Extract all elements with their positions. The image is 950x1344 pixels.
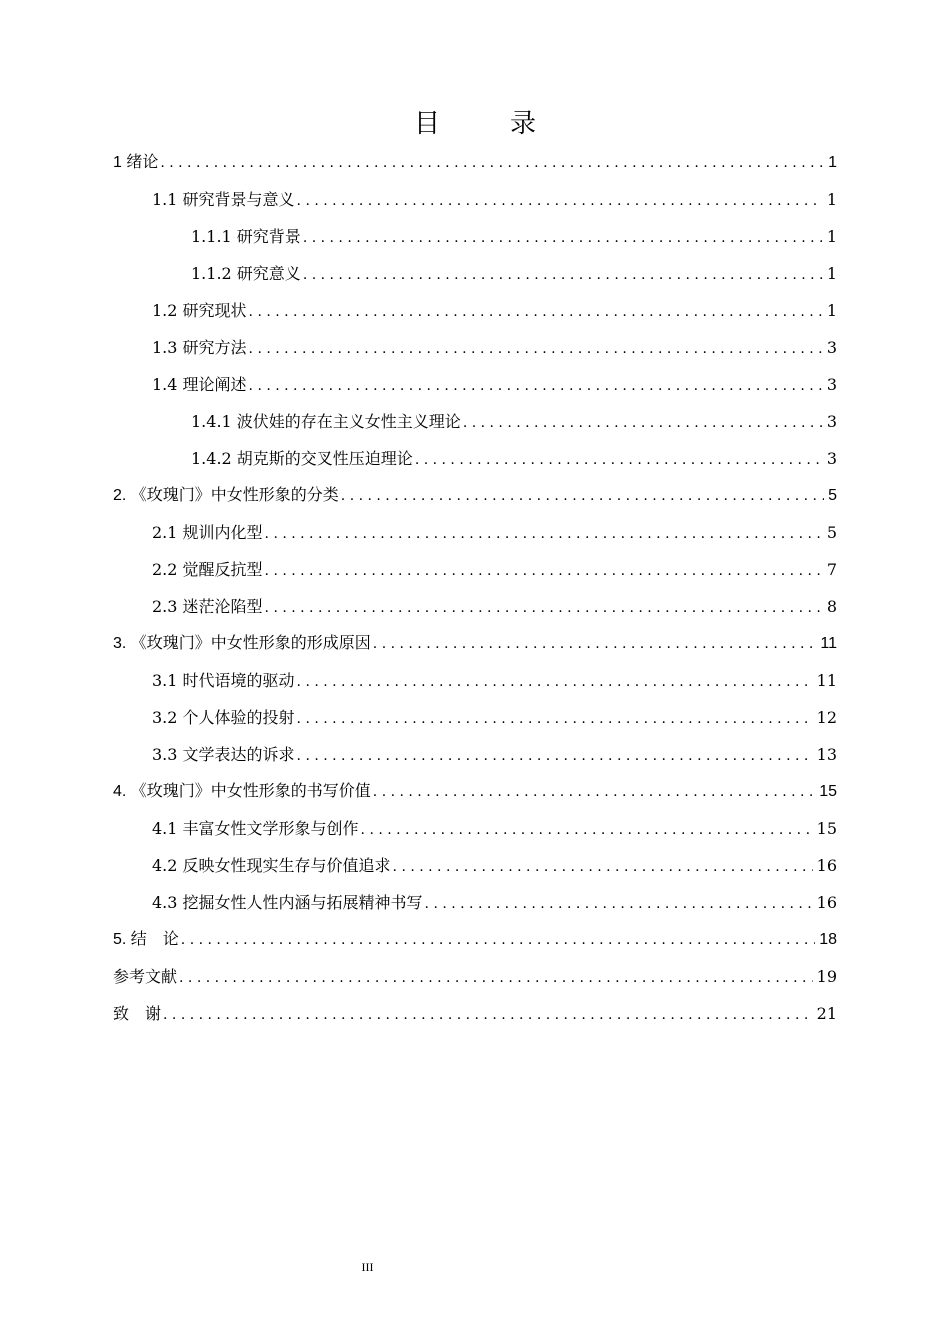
toc-entry-page-number: 1 (826, 301, 837, 320)
toc-entry-page-number: 5 (828, 487, 837, 504)
toc-entry[interactable] (113, 662, 837, 699)
toc-entry[interactable] (113, 810, 837, 847)
toc-entry-page-number: 11 (816, 671, 837, 690)
toc-entry[interactable] (113, 144, 837, 181)
toc-entry[interactable] (113, 477, 837, 514)
toc-entry-label: 4. 《玫瑰门》中女性形象的书写价值 (113, 783, 371, 800)
toc-entry-label: 2. 《玫瑰门》中女性形象的分类 (113, 487, 339, 504)
toc-entry-page-number: 3 (826, 412, 837, 431)
toc-entry[interactable] (113, 551, 837, 588)
toc-entry-page-number: 11 (820, 635, 837, 652)
toc-entry[interactable] (113, 773, 837, 810)
toc-leader-dots (415, 442, 823, 479)
toc-entry-label: 1 绪论 (113, 154, 159, 171)
toc-entry[interactable] (113, 366, 837, 403)
toc-entry-page-number: 18 (819, 931, 837, 948)
toc-leader-dots (265, 516, 823, 553)
toc-leader-dots (265, 590, 823, 627)
toc-entry-label: 1.4.1 波伏娃的存在主义女性主义理论 (191, 412, 461, 431)
toc-entry[interactable] (113, 736, 837, 773)
toc-entry-label: 3. 《玫瑰门》中女性形象的形成原因 (113, 635, 371, 652)
toc-entry[interactable] (113, 440, 837, 477)
toc-entry[interactable] (113, 514, 837, 551)
toc-entry-label: 3.2 个人体验的投射 (152, 708, 295, 727)
toc-leader-dots (249, 331, 823, 368)
toc-entry[interactable] (113, 181, 837, 218)
toc-leader-dots (463, 405, 823, 442)
toc-entry-label: 4.2 反映女性现实生存与价值追求 (152, 856, 391, 875)
toc-leader-dots (361, 812, 813, 849)
toc-entry[interactable] (113, 921, 837, 958)
toc-entry[interactable] (113, 292, 837, 329)
toc-leader-dots (297, 701, 813, 738)
toc-leader-dots (303, 257, 823, 294)
toc-entry-page-number: 1 (826, 190, 837, 209)
toc-leader-dots (163, 997, 813, 1034)
toc-entry-label: 1.2 研究现状 (152, 301, 247, 320)
page-footer-number: III (361, 1260, 374, 1274)
toc-entry[interactable] (113, 588, 837, 625)
toc-entry-page-number: 13 (816, 745, 837, 764)
toc-entry-label: 1.4 理论阐述 (152, 375, 247, 394)
toc-entry-label: 2.1 规训内化型 (152, 523, 263, 542)
toc-entry[interactable] (113, 403, 837, 440)
toc-leader-dots (303, 220, 823, 257)
toc-leader-dots (249, 368, 823, 405)
toc-entry-label: 1.1 研究背景与意义 (152, 190, 295, 209)
toc-leader-dots (297, 738, 813, 775)
toc-entry-page-number: 16 (816, 893, 837, 912)
toc-leader-dots (249, 294, 823, 331)
toc-entry-page-number: 12 (816, 708, 837, 727)
toc-entry-page-number: 19 (816, 967, 837, 986)
toc-entry-label: 3.1 时代语境的驱动 (152, 671, 295, 690)
toc-entry-label: 致 谢 (113, 1004, 162, 1023)
toc-leader-dots (181, 922, 815, 959)
toc-entry-page-number: 7 (826, 560, 837, 579)
toc-leader-dots (160, 145, 824, 182)
toc-entry-label: 3.3 文学表达的诉求 (152, 745, 295, 764)
toc-entry-label: 1.1.2 研究意义 (191, 264, 301, 283)
toc-entry[interactable] (113, 995, 837, 1032)
toc-leader-dots (373, 774, 815, 811)
toc-leader-dots (373, 626, 817, 663)
toc-entry-page-number: 1 (826, 264, 837, 283)
toc-leader-dots (297, 183, 823, 220)
toc-entry[interactable] (113, 625, 837, 662)
toc-entry-label: 参考文献 (113, 967, 178, 986)
toc-entry-label: 2.2 觉醒反抗型 (152, 560, 263, 579)
toc-entry-page-number: 5 (826, 523, 837, 542)
toc-entry-page-number: 3 (826, 375, 837, 394)
toc-entry-label: 4.1 丰富女性文学形象与创作 (152, 819, 359, 838)
toc-entry[interactable] (113, 218, 837, 255)
toc-entry-label: 1.1.1 研究背景 (191, 227, 301, 246)
toc-entry[interactable] (113, 255, 837, 292)
toc-entry[interactable] (113, 699, 837, 736)
toc-entry-page-number: 1 (828, 154, 837, 171)
toc-entry-page-number: 1 (826, 227, 837, 246)
toc-entry[interactable] (113, 958, 837, 995)
toc-leader-dots (425, 886, 813, 923)
toc-leader-dots (297, 664, 813, 701)
toc-entry-page-number: 15 (816, 819, 837, 838)
table-of-contents (113, 144, 837, 1032)
toc-entry-page-number: 15 (819, 783, 837, 800)
toc-entry-label: 4.3 挖掘女性人性内涵与拓展精神书写 (152, 893, 423, 912)
toc-leader-dots (341, 478, 824, 515)
toc-leader-dots (393, 849, 813, 886)
toc-entry[interactable] (113, 329, 837, 366)
toc-entry-label: 1.3 研究方法 (152, 338, 247, 357)
toc-entry-label: 1.4.2 胡克斯的交叉性压迫理论 (191, 449, 413, 468)
toc-entry[interactable] (113, 847, 837, 884)
toc-leader-dots (265, 553, 823, 590)
toc-entry[interactable] (113, 884, 837, 921)
toc-entry-page-number: 3 (826, 449, 837, 468)
toc-entry-page-number: 3 (826, 338, 837, 357)
page-title: 目 录 (413, 109, 558, 139)
toc-entry-label: 5. 结 论 (113, 931, 179, 948)
toc-leader-dots (179, 960, 813, 997)
toc-entry-page-number: 8 (826, 597, 837, 616)
toc-entry-label: 2.3 迷茫沦陷型 (152, 597, 263, 616)
toc-entry-page-number: 16 (816, 856, 837, 875)
toc-entry-page-number: 21 (816, 1004, 837, 1023)
